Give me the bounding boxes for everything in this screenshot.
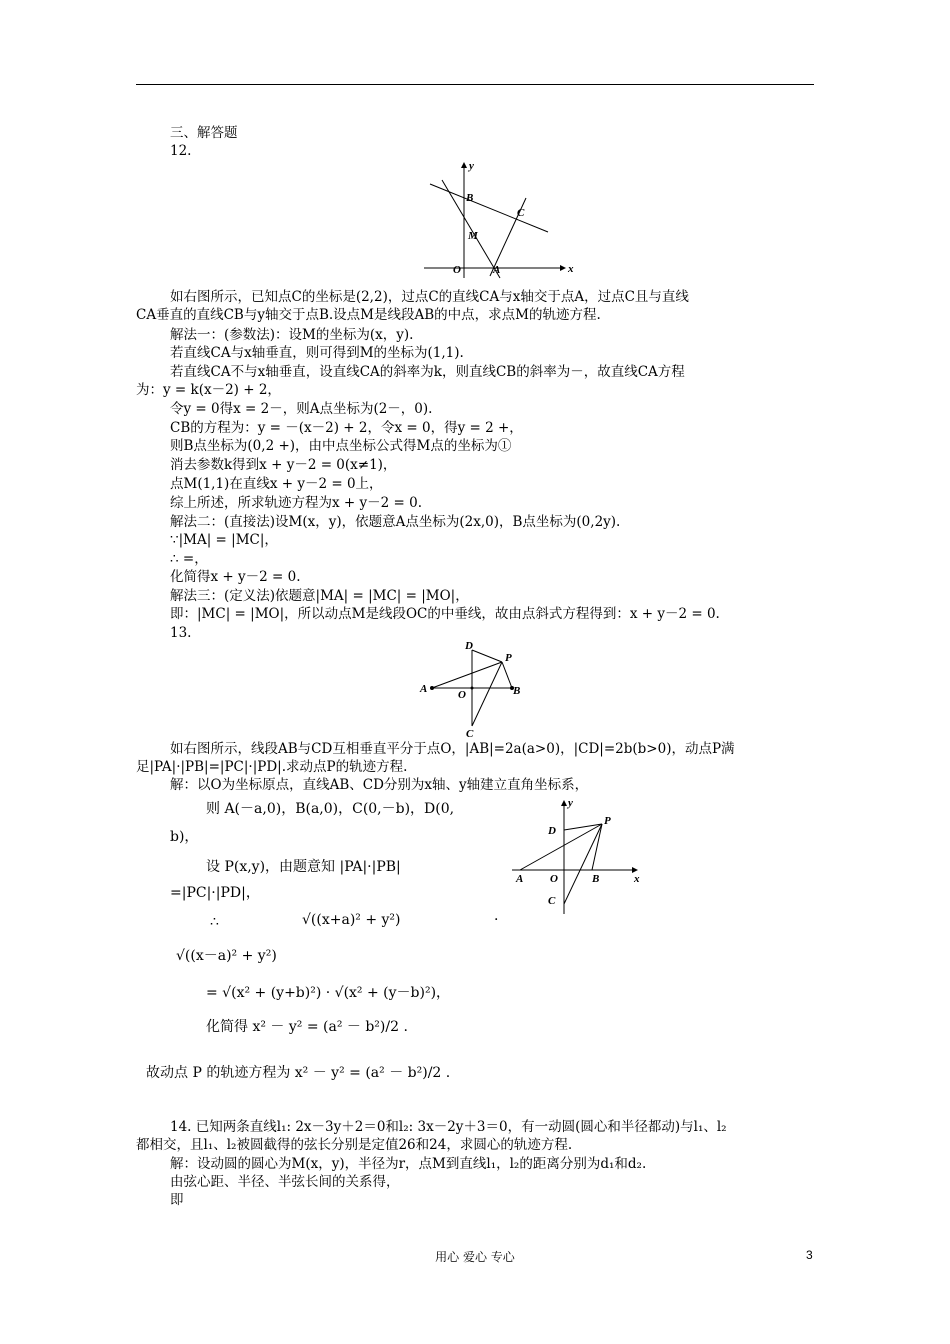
p13-scan-8: = √(x² + (y+b)²) · √(x² + (y－b)²)， <box>206 985 451 1001</box>
problem-12-number: 12. <box>170 143 192 159</box>
p12-line-7: CB的方程为：y = －(x－2) + 2，令x = 0，得y = 2 +， <box>170 420 523 436</box>
fig13-label-A: A <box>420 683 428 695</box>
p13-line-1: 足|PA|·|PB|=|PC|·|PD|.求动点P的轨迹方程. <box>136 759 408 775</box>
p14-line-3: 由弦心距、半径、半弦长间的关系得， <box>170 1174 400 1190</box>
page-number: 3 <box>806 1248 813 1262</box>
p14-line-0: 14. 已知两条直线l₁: 2x－3y＋2＝0和l₂: 3x－2y＋3＝0，有一动圆(圆心和半径都动)与l₁、l₂ <box>170 1119 727 1135</box>
problem-13-figure <box>418 636 528 740</box>
p13-scan-7: √((x－a)² + y²) <box>176 948 277 964</box>
p12-line-5: 为：y = k(x－2) + 2， <box>136 382 281 398</box>
header-rule <box>136 84 814 85</box>
p13-scan-10: 故动点 P 的轨迹方程为 x² － y² = (a² － b²)/2 . <box>146 1065 451 1081</box>
problem-12-figure <box>420 160 574 282</box>
p12-line-0: 如右图所示，已知点C的坐标是(2,2)，过点C的直线CA与x轴交于点A，过点C且与直线 <box>170 289 689 305</box>
p14-line-4: 即 <box>170 1192 184 1208</box>
fig13b-label-A: A <box>516 873 524 885</box>
p14-line-2: 解：设动圆的圆心为M(x，y)，半径为r，点M到直线l₁，l₂的距离分别为d₁和d₂. <box>170 1156 647 1172</box>
fig12-label-M: M <box>468 230 478 242</box>
p13-scan-0: 则 A(－a,0)，B(a,0)，C(0,－b)，D(0, <box>206 801 455 817</box>
fig13-label-O: O <box>458 689 466 701</box>
p12-line-17: 即：|MC| = |MO|，所以动点M是线段OC的中垂线，故由点斜式方程得到：x + y－2 = 0. <box>170 606 720 622</box>
p12-line-16: 解法三：(定义法)依题意|MA| = |MC| = |MO|， <box>170 588 469 604</box>
fig12-label-B: B <box>466 192 474 204</box>
p12-line-2: 解法一：(参数法)：设M的坐标为(x，y). <box>170 327 414 343</box>
fig13-label-B: B <box>513 685 521 697</box>
p12-line-15: 化简得x + y－2 = 0. <box>170 569 301 585</box>
p13-scan-5: √((x+a)² + y²) <box>302 912 401 928</box>
p14-line-1: 都相交，且l₁、l₂被圆截得的弦长分别是定值26和24，求圆心的轨迹方程. <box>136 1137 573 1153</box>
fig12-x-label: x <box>568 263 574 275</box>
fig13b-label-D: D <box>548 825 556 837</box>
p12-line-11: 综上所述，所求轨迹方程为x + y－2 = 0. <box>170 495 422 511</box>
fig13b-y-label: y <box>568 797 573 809</box>
section-title: 三、解答题 <box>170 125 238 141</box>
fig13b-label-P: P <box>604 815 611 827</box>
p13-scan-1: b)， <box>170 829 199 845</box>
fig13b-label-B: B <box>592 873 600 885</box>
fig13b-label-C: C <box>548 895 556 907</box>
p12-line-13: ∵|MA| = |MC|， <box>170 532 278 548</box>
p13-scan-2: 设 P(x,y)，由题意知 |PA|·|PB| <box>206 859 401 875</box>
fig12-y-label: y <box>469 160 474 172</box>
p12-line-4: 若直线CA不与x轴垂直，设直线CA的斜率为k，则直线CB的斜率为－，故直线CA方程 <box>170 364 685 380</box>
p12-line-14: ∴ =， <box>170 551 208 567</box>
p13-scan-9: 化简得 x² － y² = (a² － b²)/2 . <box>206 1019 408 1035</box>
page-footer: 用心 爱心 专心 <box>435 1250 515 1264</box>
p13-scan-4: ∴ <box>210 914 219 930</box>
p13-scan-6: · <box>494 912 499 928</box>
fig13-label-P: P <box>505 652 512 664</box>
fig13b-x-label: x <box>634 873 640 885</box>
p13-scan-3: =|PC|·|PD|， <box>170 885 260 901</box>
p12-line-12: 解法二：(直接法)设M(x，y)，依题意A点坐标为(2x,0)，B点坐标为(0,2y). <box>170 514 621 530</box>
p13-line-0: 如右图所示，线段AB与CD互相垂直平分于点O，|AB|=2a(a>0)，|CD|=2b(b>0)，动点P满 <box>170 741 735 757</box>
p12-line-6: 令y = 0得x = 2－，则A点坐标为(2－，0). <box>170 401 433 417</box>
p12-line-10: 点M(1,1)在直线x + y－2 = 0上， <box>170 476 383 492</box>
p13-line-2: 解：以O为坐标原点，直线AB、CD分别为x轴、y轴建立直角坐标系， <box>170 777 589 793</box>
problem-13-axes-figure <box>506 794 646 918</box>
fig12-label-A: A <box>493 264 501 276</box>
fig13b-label-O: O <box>550 873 558 885</box>
p12-line-8: 则B点坐标为(0,2 +)，由中点坐标公式得M点的坐标为① <box>170 438 512 454</box>
p12-line-9: 消去参数k得到x + y－2 = 0(x≠1)， <box>170 457 397 473</box>
p12-line-3: 若直线CA与x轴垂直，则可得到M的坐标为(1,1). <box>170 345 464 361</box>
fig13-label-C: C <box>466 728 474 740</box>
fig13-label-D: D <box>465 640 473 652</box>
p12-line-1: CA垂直的直线CB与y轴交于点B.设点M是线段AB的中点，求点M的轨迹方程. <box>136 307 601 323</box>
fig12-label-O: O <box>453 264 461 276</box>
fig12-label-C: C <box>517 207 525 219</box>
problem-13-number: 13. <box>170 625 192 641</box>
